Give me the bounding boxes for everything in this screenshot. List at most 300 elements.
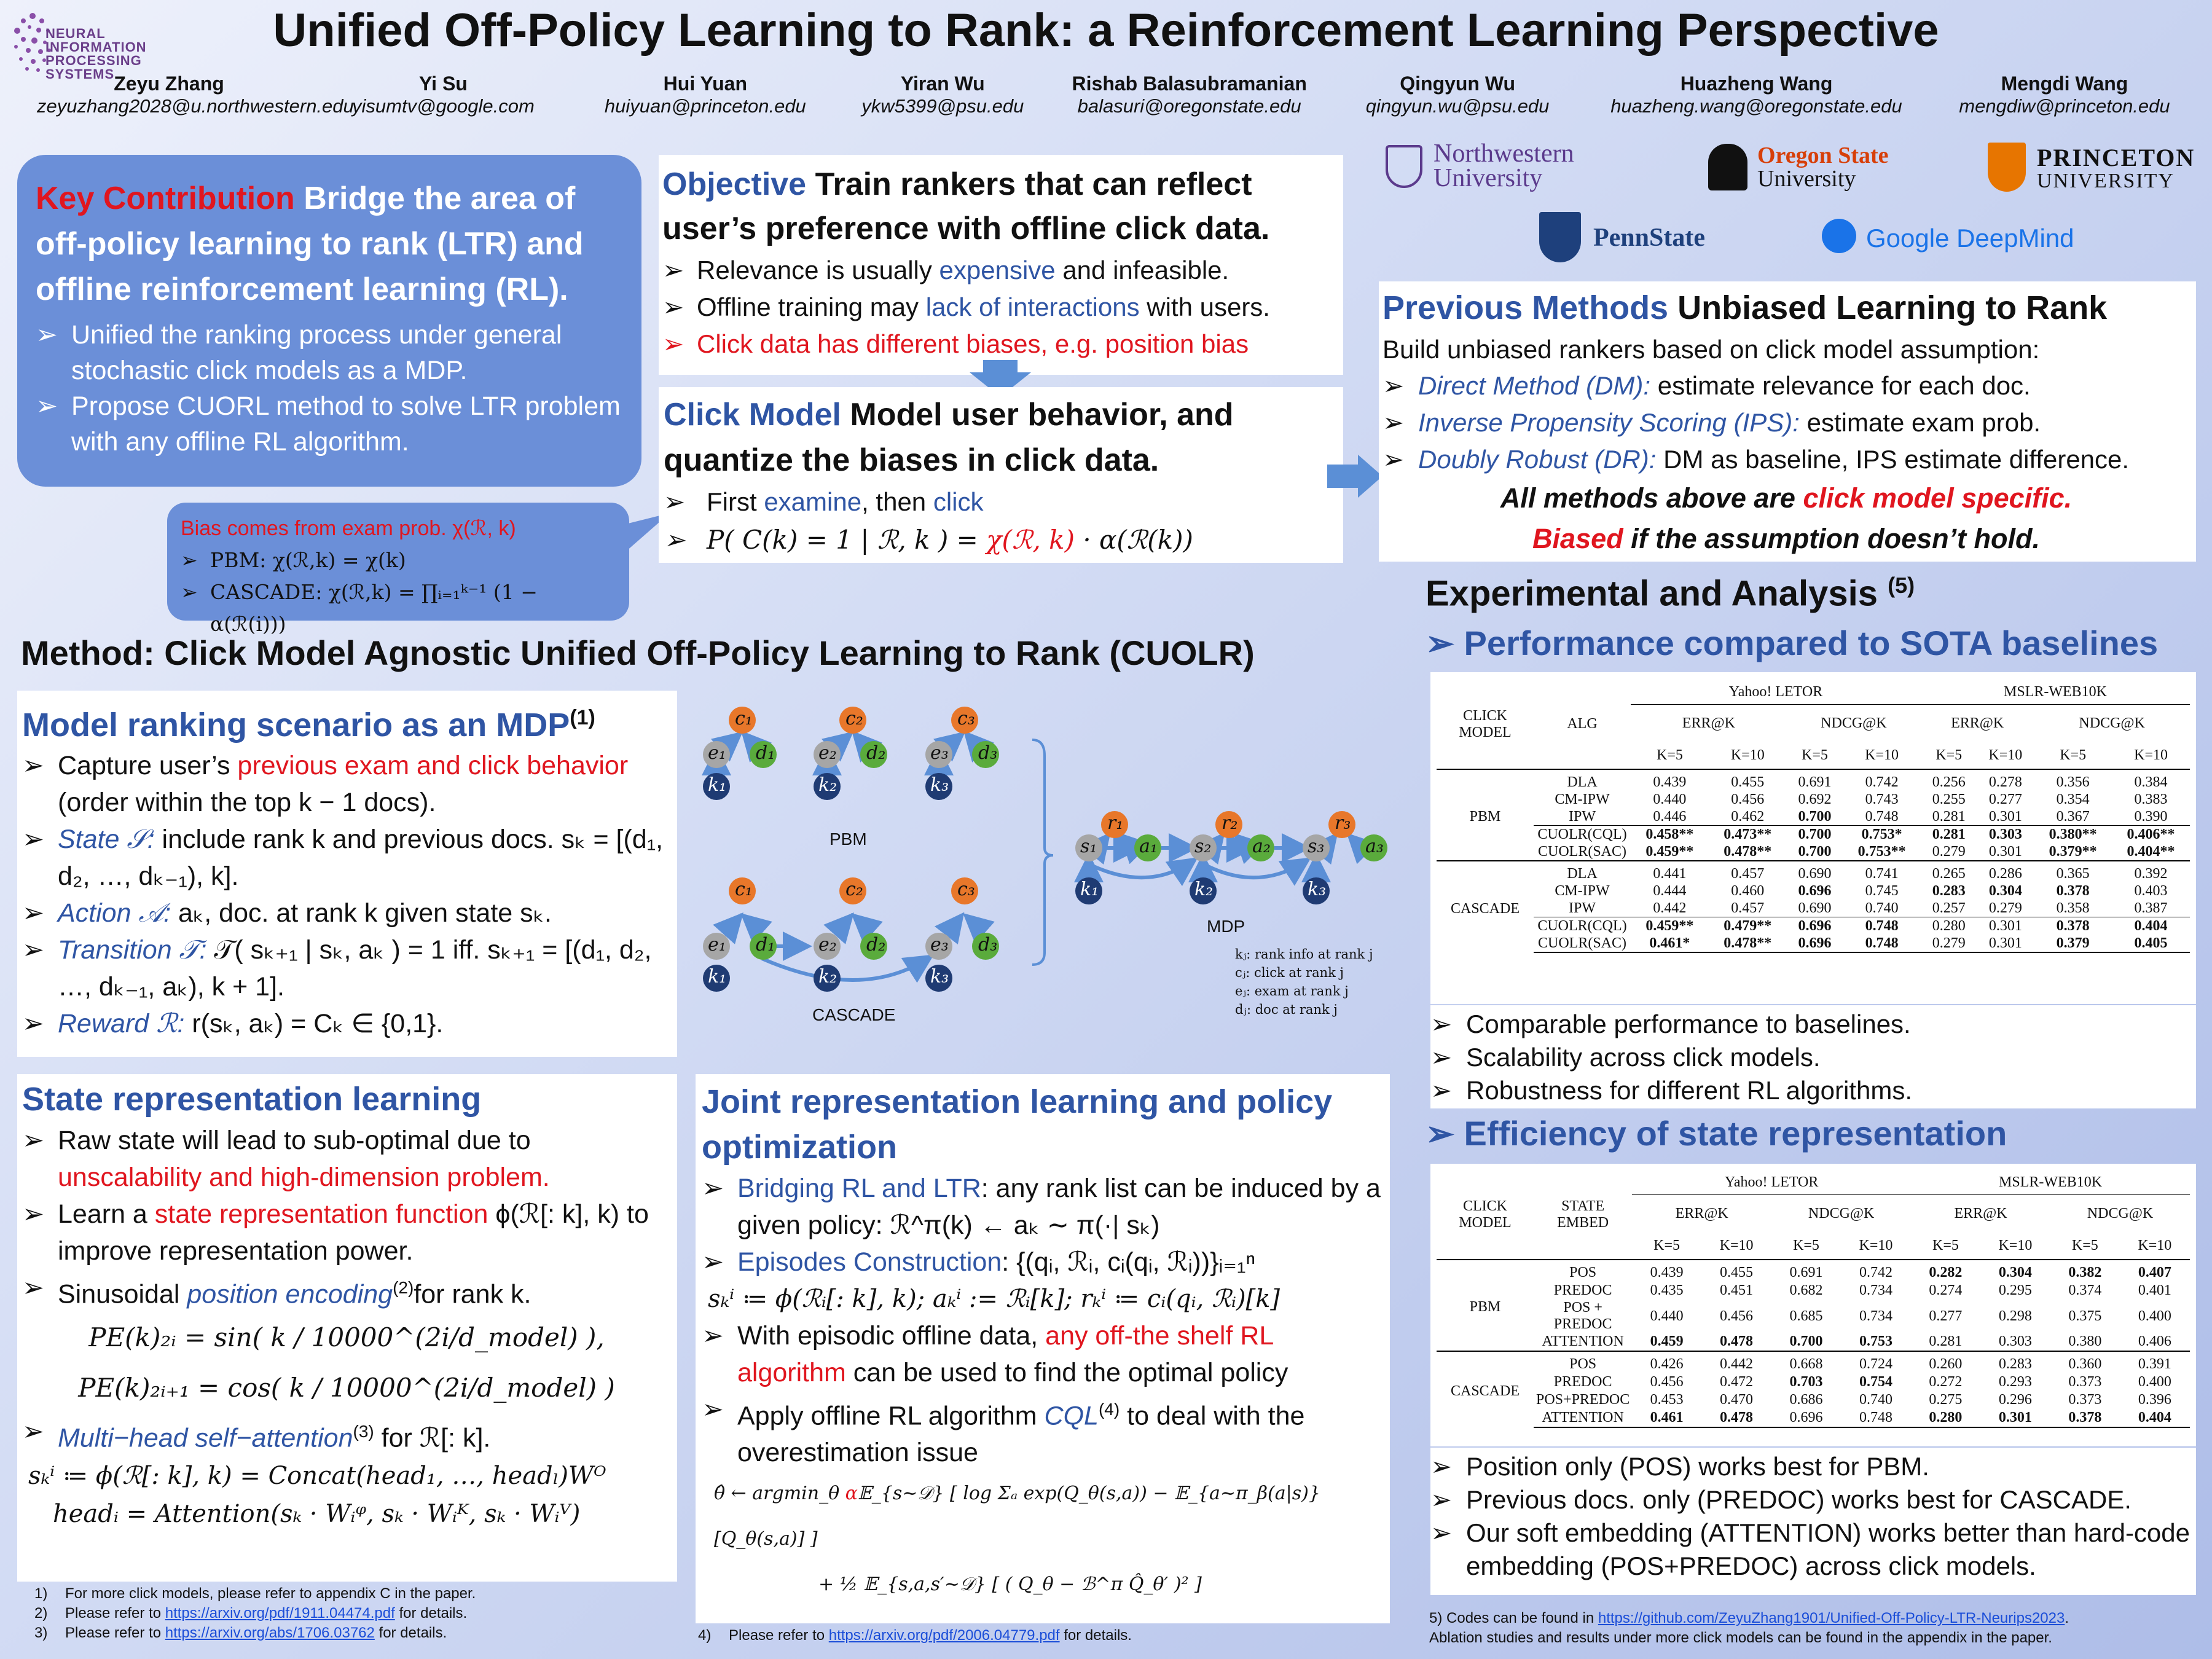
princeton-name: UNIVERSITY xyxy=(2037,170,2175,192)
node-label: k₃ xyxy=(930,966,949,987)
pennstate-name: PennState xyxy=(1593,224,1705,252)
value-cell: 0.296 xyxy=(1998,1392,2032,1408)
footnote xyxy=(34,1623,476,1643)
footnote-mark: (3) xyxy=(353,1422,374,1441)
value-cell: 0.446 xyxy=(1653,808,1687,825)
value-cell: 0.439 xyxy=(1631,769,1709,791)
alg-cell: CM-IPW xyxy=(1555,882,1610,899)
click-model-label: Click Model xyxy=(664,397,841,433)
logo-pennstate xyxy=(1539,212,1724,267)
attention-formulas xyxy=(22,1457,671,1533)
value-cell: 0.455 xyxy=(1701,1260,1771,1282)
node-label: r₃ xyxy=(1335,812,1351,834)
metric-header: NDCG@K xyxy=(1771,1195,1911,1233)
text: and infeasible. xyxy=(1055,256,1230,284)
dataset-header: Yahoo! LETOR xyxy=(1728,683,1823,700)
bias-callout-list xyxy=(181,544,616,640)
highlight: α xyxy=(845,1483,858,1505)
header-cell: CLICK MODEL xyxy=(1459,707,1512,740)
text: θ̂ ← argmin_θ xyxy=(714,1483,845,1505)
node-label: r₂ xyxy=(1222,812,1238,834)
author xyxy=(1061,73,1319,117)
cascade-label: CASCADE xyxy=(812,1005,896,1024)
pbm-label: PBM xyxy=(830,830,867,849)
footnote-mark: (5) xyxy=(1888,573,1915,598)
eff-points-panel xyxy=(1430,1448,2196,1595)
mdp-label: MDP xyxy=(1207,917,1245,936)
mdp-list xyxy=(22,747,671,1042)
value-cell: 0.700 xyxy=(1789,1333,1823,1349)
oregon-state-seal-icon xyxy=(1708,144,1747,190)
value-cell: 0.380** xyxy=(2034,826,2112,844)
value-cell: 0.303 xyxy=(1998,1333,2032,1349)
alg-cell: CUOLR(SAC) xyxy=(1537,843,1626,860)
value-cell: 0.442 xyxy=(1701,1351,1771,1373)
value-cell: 0.426 xyxy=(1632,1351,1701,1373)
text: can be used to find the optimal policy xyxy=(845,1358,1288,1387)
value-cell: 0.256 xyxy=(1921,769,1977,791)
highlight: position encoding xyxy=(187,1279,393,1309)
node-label: k₂ xyxy=(818,774,837,796)
value-cell: 0.748 xyxy=(1843,935,1921,952)
value-cell: 0.478 xyxy=(1720,1333,1754,1349)
legend-item: eⱼ: exam at rank j xyxy=(1235,984,1349,998)
k-header: K=10 xyxy=(1730,747,1765,763)
northwestern-name: Northwestern xyxy=(1433,139,1574,168)
value-cell: 0.304 xyxy=(1988,882,2022,899)
footnote: Ablation studies and results under more click models can be found in the appendix in the paper. xyxy=(1429,1630,2052,1646)
value-cell: 0.478** xyxy=(1724,843,1772,860)
previous-intro: Build unbiased rankers based on click model assumption: xyxy=(1382,335,2040,364)
key-contribution-item: ➢ Unified the ranking process under general stochastic click models as a MDP. xyxy=(36,317,623,388)
joint-title: Joint representation learning and policy optimization xyxy=(702,1083,1333,1166)
state-rep-item xyxy=(22,1269,671,1312)
poster-title: Unified Off-Policy Learning to Rank: a Reinforcement Learning Perspective xyxy=(273,4,1939,57)
pe-formulas xyxy=(22,1312,671,1413)
eff-point: ➢ Previous docs. only (PREDOC) works best for CASCADE. xyxy=(1430,1483,2190,1516)
footnote-number: 1) xyxy=(34,1585,48,1602)
perf-title-text: Performance compared to SOTA baselines xyxy=(1464,624,2159,662)
header-cell: CLICK MODEL xyxy=(1459,1198,1512,1231)
value-cell: 0.280 xyxy=(1921,917,1977,935)
method-title: Method: Click Model Agnostic Unified Off-Policy Learning to Rank (CUOLR) xyxy=(21,633,1255,672)
node-label: s₁ xyxy=(1080,836,1097,857)
value-cell: 0.748 xyxy=(1841,1409,1911,1427)
text: : any rank list can be induced by a given policy: ℛ^π(k) ← aₖ ∼ π(·| sₖ) xyxy=(737,1174,1381,1240)
highlight: Action 𝒜: xyxy=(58,898,171,928)
joint-item xyxy=(702,1244,1384,1281)
value-cell: 0.685 xyxy=(1789,1308,1823,1324)
text: All methods above are xyxy=(1500,482,1803,514)
perf-point: ➢ Scalability across click models. xyxy=(1430,1041,2190,1074)
node-label: e₁ xyxy=(708,934,726,955)
footnote-text: For more click models, please refer to appendix C in the paper. xyxy=(65,1585,476,1602)
highlight: Reward ℛ: xyxy=(58,1009,185,1038)
value-cell: 0.279 xyxy=(1921,935,1977,952)
value-cell: 0.281 xyxy=(1929,1333,1963,1349)
author-email: huazheng.wang@oregonstate.edu xyxy=(1610,95,1902,117)
author-email: balasuri@oregonstate.edu xyxy=(1077,95,1301,117)
text: if the assumption doesn’t hold. xyxy=(1623,523,2040,554)
value-cell: 0.274 xyxy=(1929,1282,1963,1298)
mdp-item xyxy=(22,747,671,821)
footnote xyxy=(34,1604,476,1623)
value-cell: 0.358 xyxy=(2056,900,2090,916)
mdp-title-row xyxy=(22,696,671,747)
deepmind-name: Google DeepMind xyxy=(1866,224,2074,253)
value-cell: 0.748 xyxy=(1865,808,1899,825)
highlight: Bridging RL and LTR xyxy=(737,1174,981,1203)
footnote-number: 3) xyxy=(34,1625,48,1641)
value-cell: 0.275 xyxy=(1929,1392,1963,1408)
value-cell: 0.400 xyxy=(2138,1308,2171,1324)
highlight: Biased xyxy=(1532,523,1623,554)
author-email: huiyuan@princeton.edu xyxy=(604,95,806,117)
highlight: unscalability and high-dimension problem. xyxy=(58,1163,550,1192)
value-cell: 0.283 xyxy=(1980,1351,2050,1373)
value-cell: 0.367 xyxy=(2056,808,2090,825)
author xyxy=(1597,73,1916,117)
header-cell: ALG xyxy=(1567,716,1598,732)
value-cell: 0.455 xyxy=(1709,769,1787,791)
alg-cell: IPW xyxy=(1569,808,1596,825)
value-cell: 0.478 xyxy=(1701,1409,1771,1427)
perf-point: ➢ Robustness for different RL algorithms. xyxy=(1430,1074,2190,1107)
highlight: any off-the shelf RL algorithm xyxy=(737,1321,1273,1387)
table-row xyxy=(1437,843,2190,861)
value-cell: 0.456 xyxy=(1731,791,1765,807)
value-cell: 0.391 xyxy=(2120,1351,2190,1373)
header-row xyxy=(1437,1170,2190,1195)
value-cell: 0.378 xyxy=(2050,1409,2120,1427)
state-rep-item xyxy=(22,1196,671,1269)
table-row xyxy=(1437,1373,2190,1391)
previous-item xyxy=(1382,367,2190,404)
value-cell: 0.460 xyxy=(1731,882,1765,899)
metric-header: NDCG@K xyxy=(1787,705,1921,742)
table-row xyxy=(1437,1282,2190,1300)
value-cell: 0.281 xyxy=(1932,808,1966,825)
bias-cascade: ➢ CASCADE: χ(ℛ,k) = ∏ᵢ₌₁ᵏ⁻¹ (1 − α(ℛ(i))) xyxy=(181,576,616,640)
highlight: expensive xyxy=(939,256,1056,284)
table-row xyxy=(1437,917,2190,935)
node-label: c₁ xyxy=(735,879,753,900)
table-row xyxy=(1437,935,2190,952)
author xyxy=(37,73,354,117)
node-label: a₁ xyxy=(1139,836,1158,857)
click-model-formula xyxy=(664,521,1338,559)
value-cell: 0.280 xyxy=(1911,1409,1980,1427)
table-row xyxy=(1437,1391,2190,1409)
cql-line xyxy=(714,1471,1384,1562)
joint-item xyxy=(702,1170,1384,1244)
text: 𝒯( sₖ₊₁ | sₖ, aₖ ) = 1 iff. sₖ₊₁ = [(d₁, d₂, …, dₖ₋₁, aₖ), k + 1]. xyxy=(58,935,652,1002)
cql-line: + ½ 𝔼_{s,a,s′∼𝒟} [ ( Q_θ − ℬ^π Q̂_θ′ )² ] xyxy=(818,1574,1202,1596)
author-email: ykw5399@psu.edu xyxy=(861,95,1024,117)
node-label: d₁ xyxy=(756,934,775,955)
metric-header: NDCG@K xyxy=(2034,705,2190,742)
alg-cell: CM-IPW xyxy=(1555,791,1610,807)
footnote-text: for details. xyxy=(1059,1627,1132,1644)
joint-item xyxy=(702,1317,1384,1391)
diagram-nodes xyxy=(682,694,1407,1045)
alg-cell: POS xyxy=(1534,1260,1632,1282)
value-cell: 0.378 xyxy=(2056,882,2090,899)
mdp-item xyxy=(22,895,671,931)
click-model-cell: CASCADE xyxy=(1437,1351,1534,1427)
logo-princeton xyxy=(1988,141,2197,197)
footnote-text: 5) Codes can be found in xyxy=(1429,1610,1598,1626)
key-contribution-list xyxy=(36,317,623,460)
footnote-number: 4) xyxy=(698,1627,712,1644)
value-cell: 0.265 xyxy=(1921,861,1977,882)
text: for ℛ[: k]. xyxy=(374,1423,491,1453)
text: for rank k. xyxy=(414,1279,531,1309)
footnote-text: Please refer to xyxy=(729,1627,829,1644)
node-label: k₁ xyxy=(708,966,727,987)
objective-item xyxy=(662,289,1338,326)
text: Relevance is usually xyxy=(697,256,939,284)
value-cell: 0.279 xyxy=(1988,900,2022,916)
highlight: χ(ℛ, k) xyxy=(986,525,1075,555)
metric-header: ERR@K xyxy=(1911,1195,2050,1233)
click-model-panel xyxy=(659,387,1343,563)
eff-points xyxy=(1430,1450,2190,1583)
author-email: qingyun.wu@psu.edu xyxy=(1365,95,1550,117)
table-row xyxy=(1437,826,2190,844)
value-cell: 0.392 xyxy=(2112,861,2190,882)
node-label: e₂ xyxy=(818,742,837,764)
value-cell: 0.373 xyxy=(2068,1392,2102,1408)
logo-deepmind xyxy=(1822,215,2080,264)
value-cell: 0.387 xyxy=(2134,900,2168,916)
footnote xyxy=(1429,1609,2069,1628)
objective-list xyxy=(662,252,1338,363)
footnote-link[interactable]: https://arxiv.org/pdf/1911.04474.pdf xyxy=(165,1605,395,1622)
author-name: Huazheng Wang xyxy=(1680,73,1833,95)
eff-point: ➢ Our soft embedding (ATTENTION) works better than hard-code embedding (POS+PREDOC) across click models. xyxy=(1430,1516,2190,1583)
footnote-link[interactable]: https://arxiv.org/abs/1706.03762 xyxy=(165,1625,375,1641)
table-row xyxy=(1437,1300,2190,1333)
table-row xyxy=(1437,900,2190,917)
value-cell: 0.281 xyxy=(1921,826,1977,844)
node-label: c₂ xyxy=(845,708,863,729)
value-cell: 0.405 xyxy=(2112,935,2190,952)
k-header: K=5 xyxy=(1656,747,1683,763)
value-cell: 0.754 xyxy=(1859,1374,1892,1390)
bias-callout-title: Bias comes from exam prob. χ(ℛ, k) xyxy=(181,517,516,540)
author xyxy=(1942,73,2187,117)
value-cell: 0.691 xyxy=(1787,769,1843,791)
objective-label: Objective xyxy=(662,167,807,202)
text: to deal with the overestimation issue xyxy=(737,1401,1305,1468)
value-cell: 0.478** xyxy=(1709,935,1787,952)
mdp-item xyxy=(22,1005,671,1042)
previous-headline: Unbiased Learning to Rank xyxy=(1677,289,2108,326)
alg-cell: POS+PREDOC xyxy=(1536,1392,1630,1408)
legend-item: cⱼ: click at rank j xyxy=(1235,965,1344,980)
value-cell: 0.298 xyxy=(1998,1308,2032,1324)
perf-title xyxy=(1426,623,2158,664)
pe-formula: PE(k)₂ᵢ = sin( k / 10000^(2i/d_model) ), xyxy=(88,1322,605,1353)
alg-cell: ATTENTION xyxy=(1542,1333,1624,1349)
node-label: d₁ xyxy=(756,742,775,764)
state-rep-item xyxy=(22,1122,671,1196)
value-cell: 0.740 xyxy=(1859,1392,1892,1408)
text: Sinusoidal xyxy=(58,1279,187,1309)
value-cell: 0.470 xyxy=(1720,1392,1754,1408)
diagram-legend xyxy=(1235,945,1373,1019)
node-label: c₂ xyxy=(845,879,863,900)
node-label: k₁ xyxy=(708,774,727,796)
highlight: previous exam and click behavior xyxy=(237,751,629,780)
value-cell: 0.682 xyxy=(1789,1282,1823,1298)
node-label: r₁ xyxy=(1107,812,1124,834)
value-cell: 0.278 xyxy=(1977,769,2034,791)
text: aₖ, doc. at rank k given state sₖ. xyxy=(171,898,552,928)
footnote-link[interactable]: https://arxiv.org/pdf/2006.04779.pdf xyxy=(828,1627,1060,1644)
text: 𝔼_{s∼𝒟} [ log Σₐ exp(Q_θ(s,a)) − 𝔼_{a∼π_β(a|s)}[Q_θ(s,a)] ] xyxy=(714,1483,1320,1550)
value-cell: 0.382 xyxy=(2050,1260,2120,1282)
node-label: k₃ xyxy=(1308,879,1327,900)
footnote-text: Please refer to xyxy=(65,1625,165,1641)
key-contribution-panel xyxy=(17,155,641,487)
previous-item xyxy=(1382,404,2190,441)
dataset-header: MSLR-WEB10K xyxy=(1999,1174,2103,1190)
table-row xyxy=(1437,808,2190,826)
objective-panel xyxy=(659,155,1343,375)
highlight: Episodes Construction xyxy=(737,1247,1002,1277)
node-label: a₂ xyxy=(1252,836,1271,857)
text: (order within the top k − 1 docs). xyxy=(58,788,436,817)
metric-header: ERR@K xyxy=(1631,705,1787,742)
header-row xyxy=(1437,680,2190,705)
value-cell: 0.479** xyxy=(1709,917,1787,935)
node-label: d₃ xyxy=(978,742,998,764)
value-cell: 0.404 xyxy=(2112,917,2190,935)
logo-line: SYSTEMS xyxy=(45,66,115,82)
value-cell: 0.745 xyxy=(1865,882,1899,899)
northwestern-seal-icon xyxy=(1386,145,1422,188)
text: Offline training may xyxy=(697,292,926,321)
value-cell: 0.696 xyxy=(1787,935,1843,952)
table-row xyxy=(1437,1260,2190,1282)
value-cell: 0.301 xyxy=(1977,935,2034,952)
footnote-right xyxy=(1429,1609,2069,1648)
value-cell: 0.380 xyxy=(2068,1333,2102,1349)
author-email: zeyuzhang2028@u.northwestern.edu xyxy=(37,95,354,117)
value-cell: 0.379** xyxy=(2049,843,2097,860)
alg-cell: DLA xyxy=(1534,769,1631,791)
node-label: e₃ xyxy=(930,742,949,764)
text: Apply offline RL algorithm xyxy=(737,1401,1045,1431)
mdp-item xyxy=(22,821,671,895)
value-cell: 0.473** xyxy=(1709,826,1787,844)
experiments-title xyxy=(1426,573,1915,614)
value-cell: 0.303 xyxy=(1977,826,2034,844)
footnote-link[interactable]: https://github.com/ZeyuZhang1901/Unified-Off-Policy-LTR-Neurips2023 xyxy=(1598,1610,2065,1626)
text: Raw state will lead to sub-optimal due to xyxy=(58,1126,531,1155)
value-cell: 0.404** xyxy=(2127,843,2175,860)
value-cell: 0.691 xyxy=(1771,1260,1841,1282)
value-cell: 0.748 xyxy=(1843,917,1921,935)
oregon-state-name: Oregon State xyxy=(1757,143,1889,168)
click-model-cell: CASCADE xyxy=(1437,861,1534,952)
value-cell: 0.440 xyxy=(1650,1308,1684,1324)
footnote-mark: (2) xyxy=(393,1278,414,1297)
k-header: K=10 xyxy=(1719,1237,1754,1253)
value-cell: 0.442 xyxy=(1653,900,1687,916)
value-cell: 0.279 xyxy=(1932,843,1966,860)
author xyxy=(586,73,825,117)
value-cell: 0.444 xyxy=(1653,882,1687,899)
value-cell: 0.742 xyxy=(1843,769,1921,791)
value-cell: 0.406** xyxy=(2112,826,2190,844)
author xyxy=(850,73,1035,117)
node-label: d₂ xyxy=(866,742,886,764)
footnote-text: Please refer to xyxy=(65,1605,165,1622)
text: P( C(k) = 1 | ℛ, k ) = xyxy=(707,525,987,555)
value-cell: 0.439 xyxy=(1632,1260,1701,1282)
alg-cell: POS + PREDOC xyxy=(1553,1300,1612,1332)
value-cell: 0.286 xyxy=(1977,861,2034,882)
value-cell: 0.686 xyxy=(1789,1392,1823,1408)
legend-item: kⱼ: rank info at rank j xyxy=(1235,947,1373,962)
table-row xyxy=(1437,769,2190,791)
author-name: Rishab Balasubramanian xyxy=(1072,73,1307,95)
footnote-mark: (4) xyxy=(1098,1400,1120,1419)
author-name: Yiran Wu xyxy=(900,73,985,95)
highlight: click model specific. xyxy=(1803,482,2073,514)
metric-header: ERR@K xyxy=(1632,1195,1771,1233)
value-cell: 0.407 xyxy=(2120,1260,2190,1282)
value-cell: 0.690 xyxy=(1798,900,1832,916)
alg-cell: CUOLR(SAC) xyxy=(1534,935,1631,952)
mdp-sup: (1) xyxy=(570,706,595,729)
value-cell: 0.753** xyxy=(1857,843,1906,860)
perf-points-panel xyxy=(1430,1005,2196,1108)
eff-title-text: Efficiency of state representation xyxy=(1464,1114,2007,1153)
previous-label: Previous Methods xyxy=(1382,289,1669,326)
metric-header: NDCG@K xyxy=(2050,1195,2190,1233)
previous-list xyxy=(1382,367,2190,478)
mdp-title: Model ranking scenario as an MDP xyxy=(22,707,570,743)
value-cell: 0.734 xyxy=(1859,1308,1892,1324)
value-cell: 0.301 xyxy=(1980,1409,2050,1427)
value-cell: 0.260 xyxy=(1911,1351,1980,1373)
logo-line: PROCESSING xyxy=(45,53,142,68)
node-label: k₂ xyxy=(1194,879,1214,900)
table-row xyxy=(1437,1351,2190,1373)
attention-formula: sₖⁱ ≔ ϕ(ℛ[: k], k) = Concat(head₁, …, headₗ)Wᴼ xyxy=(28,1461,606,1490)
value-cell: 0.696 xyxy=(1798,882,1832,899)
text: · α(ℛ(k)) xyxy=(1075,525,1193,555)
k-header: K=5 xyxy=(1802,747,1828,763)
node-label: c₃ xyxy=(957,879,975,900)
value-cell: 0.277 xyxy=(1929,1308,1963,1324)
highlight: click xyxy=(933,487,984,516)
text: Learn a xyxy=(58,1199,155,1229)
performance-table-panel xyxy=(1430,672,2196,1004)
logo-line: NEURAL xyxy=(45,26,106,41)
footnotes-left xyxy=(34,1584,476,1643)
k-header: K=5 xyxy=(2060,747,2087,763)
value-cell: 0.277 xyxy=(1988,791,2022,807)
value-cell: 0.457 xyxy=(1709,861,1787,882)
value-cell: 0.373 xyxy=(2068,1374,2102,1390)
previous-item xyxy=(1382,441,2190,478)
value-cell: 0.456 xyxy=(1650,1374,1684,1390)
